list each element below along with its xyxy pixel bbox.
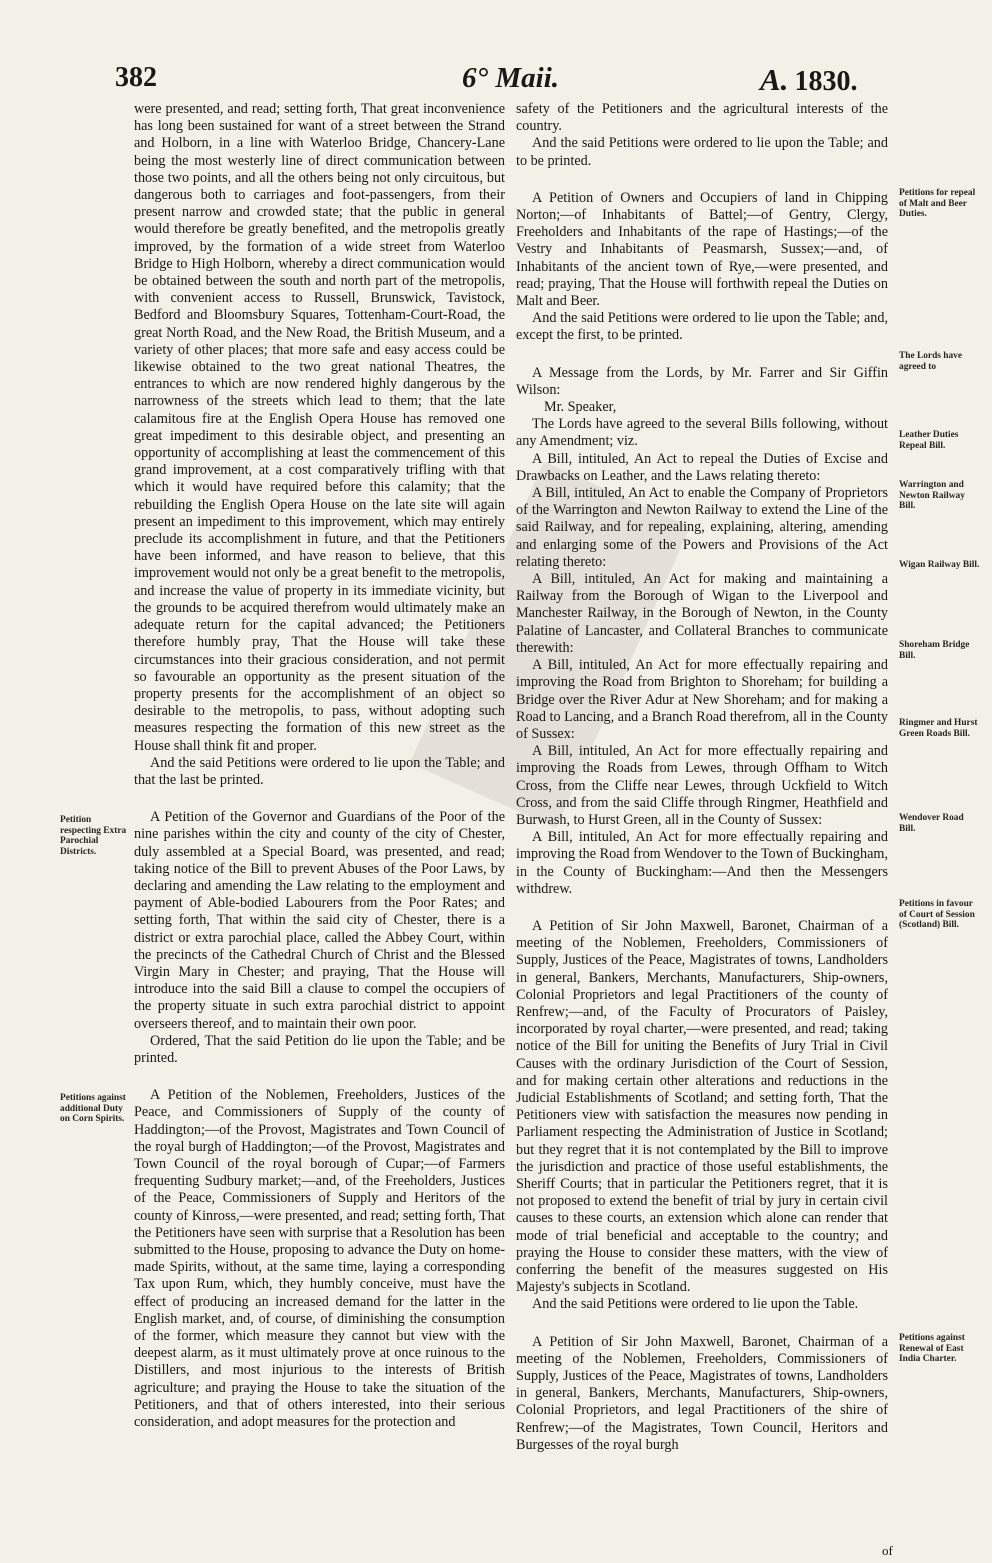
- paragraph: were presented, and read; setting forth, That great inconvenience has long been sustained for want of a street between the Strand and Holborn, in a line with Waterloo Bridge, Chancery-Lane being the most westerly line of direct communication between those two points, and all the others being not only circuitous, but dangerous both to carriages and foot-passengers, from their present narrow and crowded state; that the public in general would therefore be greatly benefited, and the metropolis greatly improved, by the formation of a wide street from Waterloo Bridge to High Holborn, whereby a direct communication would be obtained between the south and north part of the metropolis, with convenient access to Russell, Brunswick, Tavistock, Bedford and Bloomsbury Squares, Tottenham-Court-Road, the great North Road, and the New Road, the British Museum, and a variety of other places; that more safe and easy access could be likewise obtained to the two great national Theatres, the entrances to which are now rendered highly dangerous by the narrowness of the streets which lead to them; that the late calamitous fire at the English Opera House has removed one great impediment to this desirable object, and presenting an opportunity of accomplishing at least the commencement of this grand improvement, at a cost comparatively trifling with that which it would have required before this calamity; that the rebuilding the English Opera House on the late site will again present an impediment to this improvement, which may entirely preclude its accomplishment in future, and that the Petitioners have been informed, and have reason to believe, that this improvement would not only be a great benefit to the metropolis, and increase the value of property in its immediate vicinity, but the grounds to be acquired therefrom would ultimately make an adequate return for the capital advanced; the Petitioners therefore humbly pray, That the House will take these circumstances into their gracious consideration, and not permit so favourable an opportunity as the present situation of the property presents for the accomplishment of an object so desirable to the metropolis, to pass, without adopting such measures respecting the formation of this new street as the House shall think fit and proper.: [134, 101, 505, 754]
- paragraph: A Petition of Sir John Maxwell, Baronet, Chairman of a meeting of the Noblemen, Freeholders, Commissioners of Supply, Justices of the Peace, Magistrates of towns, Landholders in general, Bankers, Merchants, Manufacturers, Ship-owners, Colonial Proprietors, and legal Practitioners of the shire of Renfrew;—of the Magistrates, Town Council, Heritors and Burgesses of the royal burgh: [516, 1333, 888, 1453]
- paragraph: safety of the Petitioners and the agricultural interests of the country.: [516, 101, 888, 135]
- paragraph: And the said Petitions were ordered to lie upon the Table; and that the last be printed.: [134, 754, 505, 788]
- right-column: [516, 101, 888, 1454]
- margin-note: Wendover Road Bill.: [899, 813, 964, 834]
- margin-note: Petitions against Renewal of East India Charter.: [899, 1333, 965, 1364]
- paragraph: A Petition of Sir John Maxwell, Baronet, Chairman of a meeting of the Noblemen, Freeholders, Commissioners of Supply, Justices of the Peace, Magistrates of towns, Landholders in general, Bankers, Merchants, Manufacturers, Ship-owners, Colonial Proprietors and legal Practitioners of the county of Renfrew;—and, of the Faculty of Procurators of Paisley, incorporated by royal charter,—were presented, and read; taking notice of the Bill for uniting the Benefits of Jury Trial in Civil Causes with the ordinary Jurisdiction of the Court of Session, and for making certain other alterations and reductions in the Judicial Establishments of Scotland; and setting forth, That the Petitioners view with satisfaction the measures now pending in Parliament respecting the Administration of Justice in Scotland; but they regret that it is not contemplated by the Bill to improve the jurisdiction and practice of those useful establishments, the Sheriff Courts; that in particular the Petitioners regret, that it is not proposed to extend the benefit of trial by jury in certain civil causes to these courts, an extension which alone can render that mode of trial beneficial and acceptable to the country; and praying the House to consider these matters, with the view of conferring the benefit of the measures suggested on His Majesty's subjects in Scotland.: [516, 917, 888, 1296]
- paragraph: And the said Petitions were ordered to lie upon the Table; and, except the first, to be printed.: [516, 310, 888, 344]
- header-date: 6° Maii.: [462, 62, 559, 94]
- margin-note: Leather Duties Repeal Bill.: [899, 430, 959, 451]
- paragraph: A Bill, intituled, An Act for more effectually repairing and improving the Road from Brighton to Shoreham; for building a Bridge over the River Adur at New Shoreham; and for making a Road to Lancing, and a Branch Road therefrom, all in the County of Sussex:: [516, 657, 888, 742]
- year-number: 1830.: [794, 66, 858, 97]
- margin-note: The Lords have agreed to: [899, 351, 963, 372]
- paragraph: Ordered, That the said Petition do lie upon the Table; and be printed.: [134, 1032, 505, 1066]
- paragraph: The Lords have agreed to the several Bills following, without any Amendment; viz.: [516, 416, 888, 450]
- margin-note: Petitions in favour of Court of Session (Scotland) Bill.: [899, 899, 975, 930]
- margin-note: Shoreham Bridge Bill.: [899, 640, 970, 661]
- paragraph: And the said Petitions were ordered to lie upon the Table.: [532, 1296, 859, 1313]
- paragraph: A Petition of Owners and Occupiers of land in Chipping Norton;—of Inhabitants of Battel;—of Gentry, Clergy, Freeholders and Inhabitants of the rape of Hastings;—of the Vestry and Inhabitants of Peasmarsh, Sussex;—and, of Inhabitants of the ancient town of Rye,—were presented, and read; praying, That the House will forthwith repeal the Duties on Malt and Beer.: [516, 189, 888, 310]
- paragraph: A Bill, intituled, An Act to repeal the Duties of Excise and Drawbacks on Leather, and the Laws relating thereto:: [516, 450, 888, 484]
- margin-note: Warrington and Newton Railway Bill.: [899, 480, 965, 511]
- paragraph: A Bill, intituled, An Act to enable the Company of Proprietors of the Warrington and Newton Railway to extend the Line of the said Railway, and for repealing, explaining, altering, amending and enlarging some of the Powers and Provisions of the Act relating thereto:: [516, 485, 888, 570]
- year-prefix: A.: [760, 62, 789, 97]
- header-year: [760, 62, 857, 98]
- page-header: [0, 62, 992, 102]
- margin-note: Ringmer and Hurst Green Roads Bill.: [899, 718, 978, 739]
- paragraph: A Petition of the Governor and Guardians of the Poor of the nine parishes within the city and county of the city of Chester, duly assembled at a Special Board, was presented, and read; taking notice of the Bill to prevent Abuses of the Poor Laws, by declaring and amending the Law relating to the employment and payment of Able-bodied Labourers from the Poor Rates; and setting forth, That within the said city of Chester, there is a district or extra parochial place, called the Abbey Court, within the precincts of the Cathedral Church of Christ and the Blessed Virgin Mary in Chester; and praying, That the House will introduce into the said Bill a clause to compel the occupiers of the property situate in such extra parochial district to appoint overseers thereof, and to maintain their own poor.: [134, 809, 505, 1032]
- catchword: of: [882, 1543, 893, 1558]
- paragraph: A Bill, intituled, An Act for making and maintaining a Railway from the Borough of Wigan to the Liverpool and Manchester Railway, in the Borough of Newton, in the County Palatine of Lancaster, and Collateral Branches to communicate therewith:: [516, 571, 888, 656]
- page-number: 382: [115, 62, 157, 93]
- margin-note: Petitions for repeal of Malt and Beer Duties.: [899, 188, 976, 219]
- paragraph: And the said Petitions were ordered to lie upon the Table; and to be printed.: [516, 135, 888, 169]
- paragraph: A Bill, intituled, An Act for more effectually repairing and improving the Roads from Lewes, through Offham to Witch Cross, from the Cliffe near Lewes, through Uckfield to Witch Cross, and from the said Cliffe through Ringmer, Heathfield and Burwash, to Hurst Green, all in the County of Sussex:: [516, 743, 888, 828]
- paragraph: A Bill, intituled, An Act for more effectually repairing and improving the Road from Wendover to the Town of Buckingham, in the County of Buckingham:—And then the Messengers withdrew.: [516, 829, 888, 897]
- margin-note: Petitions against additional Duty on Corn Spirits.: [60, 1093, 126, 1124]
- margin-note: Petition respecting Extra Parochial Districts.: [60, 815, 127, 857]
- margin-note: Wigan Railway Bill.: [899, 560, 980, 570]
- paragraph: A Petition of the Noblemen, Freeholders, Justices of the Peace, and Commissioners of Supply of the county of Haddington;—of the Provost, Magistrates and Town Council of the royal burgh of Haddington;—of the Provost, Magistrates and Town Council of the royal borough of Cupar;—of Farmers frequenting Sudbury market;—and, of the Freeholders, Justices of the Peace, Commissioners of Supply and Heritors of the county of Kinross,—were presented, and read; setting forth, That the Petitioners have seen with surprise that a Resolution has been submitted to the House, proposing to advance the Duty on home-made Spirits, without, at the same time, laying a corresponding Tax upon Rum, which, they humbly conceive, must have the effect of producing an increased demand for the latter in the English market, and, of course, of diminishing the consumption of the former, which measure they cannot but view with the deepest alarm, as it must ultimately prove at once ruinous to the Distillers, and most injurious to the interests of British agriculture; and praying the House to take the situation of the Petitioners, and that of others interested, into their serious consideration, and adopt measures for the protection and: [134, 1087, 505, 1431]
- left-column: [134, 101, 505, 1431]
- paragraph: A Message from the Lords, by Mr. Farrer and Sir Giffin Wilson:: [516, 364, 888, 398]
- paragraph: Mr. Speaker,: [544, 399, 617, 416]
